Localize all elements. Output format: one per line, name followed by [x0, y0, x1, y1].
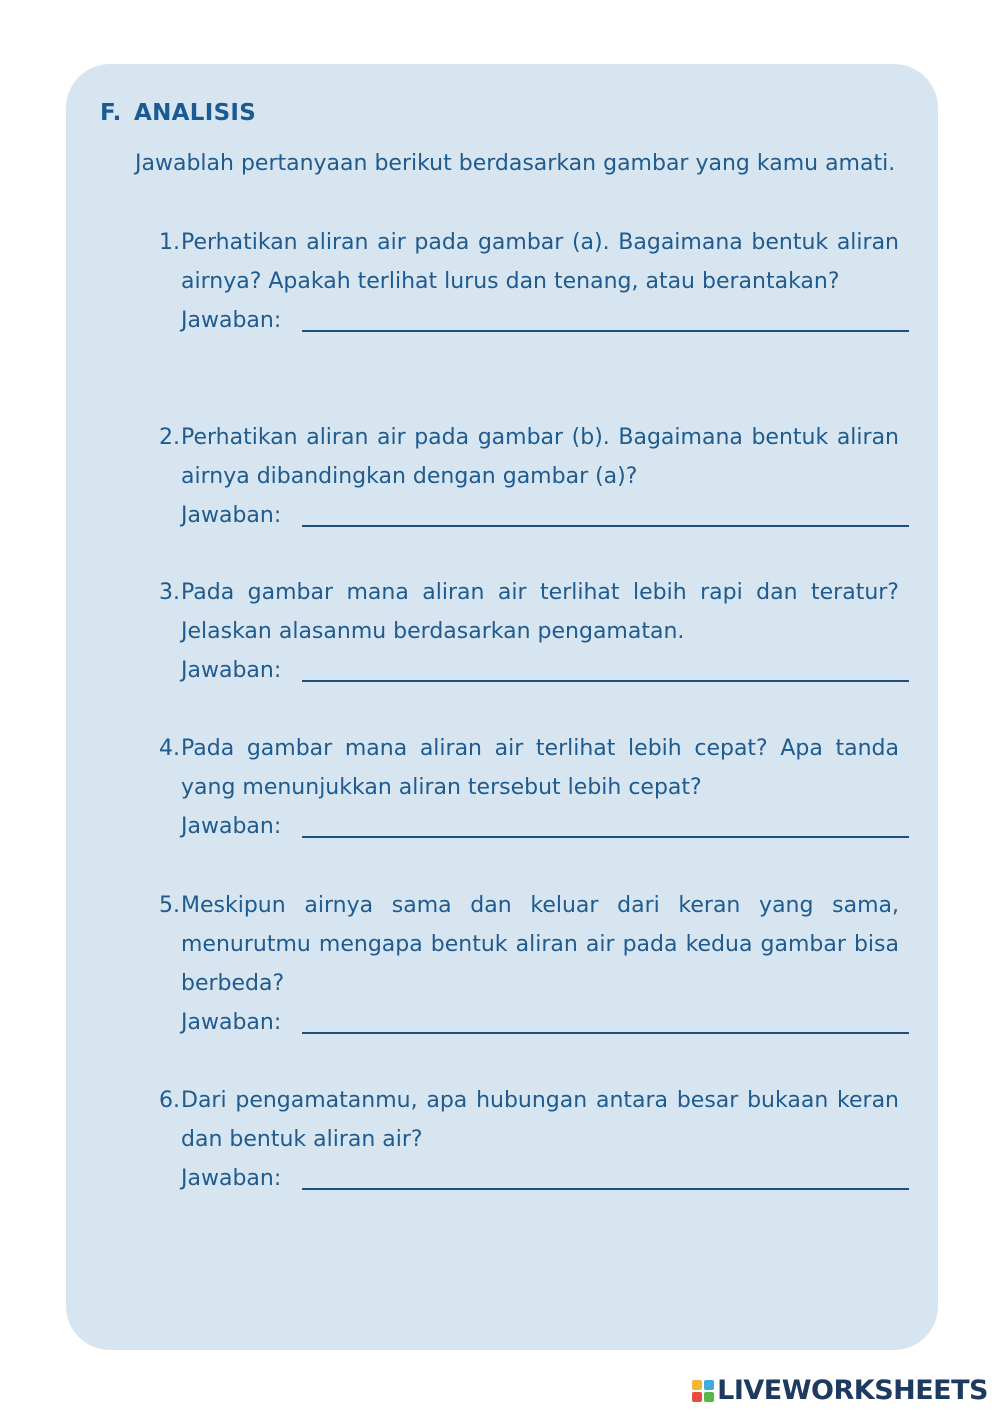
question-6 — [152, 1081, 899, 1198]
answer-field[interactable] — [181, 1159, 899, 1198]
answer-line — [302, 1188, 909, 1190]
answer-label: Jawaban: — [181, 503, 282, 528]
question-text: Pada gambar mana aliran air terlihat lebih rapi dan teratur? Jelaskan alasanmu berdasarkan pengamatan. — [181, 580, 899, 644]
question-5 — [152, 886, 899, 1042]
question-number: 4. — [159, 736, 180, 761]
question-4 — [152, 729, 899, 846]
question-text: Dari pengamatanmu, apa hubungan antara besar bukaan keran dan bentuk aliran air? — [181, 1088, 899, 1152]
logo-icon — [692, 1380, 714, 1402]
section-title: ANALISIS — [134, 100, 257, 126]
logo-square-icon — [704, 1392, 714, 1402]
section-letter: F. — [100, 100, 122, 126]
liveworksheets-logo — [692, 1375, 988, 1406]
answer-field[interactable] — [181, 301, 899, 340]
question-3 — [152, 573, 899, 690]
logo-square-icon — [692, 1380, 702, 1390]
section-heading — [100, 100, 256, 126]
answer-label: Jawaban: — [181, 658, 282, 683]
question-number: 3. — [159, 580, 180, 605]
answer-label: Jawaban: — [181, 1010, 282, 1035]
answer-label: Jawaban: — [181, 1166, 282, 1191]
question-text: Perhatikan aliran air pada gambar (b). Bagaimana bentuk aliran airnya dibandingkan dengan gambar (a)? — [181, 425, 899, 489]
answer-line — [302, 330, 909, 332]
question-number: 6. — [159, 1088, 180, 1113]
answer-field[interactable] — [181, 496, 899, 535]
question-2 — [152, 418, 899, 535]
answer-field[interactable] — [181, 1003, 899, 1042]
answer-line — [302, 836, 909, 838]
answer-line — [302, 1032, 909, 1034]
question-number: 1. — [159, 230, 180, 255]
answer-line — [302, 525, 909, 527]
logo-square-icon — [704, 1380, 714, 1390]
question-text: Perhatikan aliran air pada gambar (a). Bagaimana bentuk aliran airnya? Apakah terlihat lurus dan tenang, atau berantakan? — [181, 230, 899, 294]
answer-label: Jawaban: — [181, 308, 282, 333]
question-1 — [152, 223, 899, 340]
answer-field[interactable] — [181, 651, 899, 690]
question-text: Pada gambar mana aliran air terlihat lebih cepat? Apa tanda yang menunjukkan aliran tersebut lebih cepat? — [181, 736, 899, 800]
answer-field[interactable] — [181, 807, 899, 846]
brand-name: LIVEWORKSHEETS — [717, 1375, 988, 1406]
question-number: 2. — [159, 425, 180, 450]
answer-line — [302, 680, 909, 682]
logo-square-icon — [692, 1392, 702, 1402]
question-text: Meskipun airnya sama dan keluar dari keran yang sama, menurutmu mengapa bentuk aliran air pada kedua gambar bisa berbeda? — [181, 893, 899, 996]
answer-label: Jawaban: — [181, 814, 282, 839]
instructions: Jawablah pertanyaan berikut berdasarkan gambar yang kamu amati. — [135, 151, 896, 176]
question-number: 5. — [159, 893, 180, 918]
